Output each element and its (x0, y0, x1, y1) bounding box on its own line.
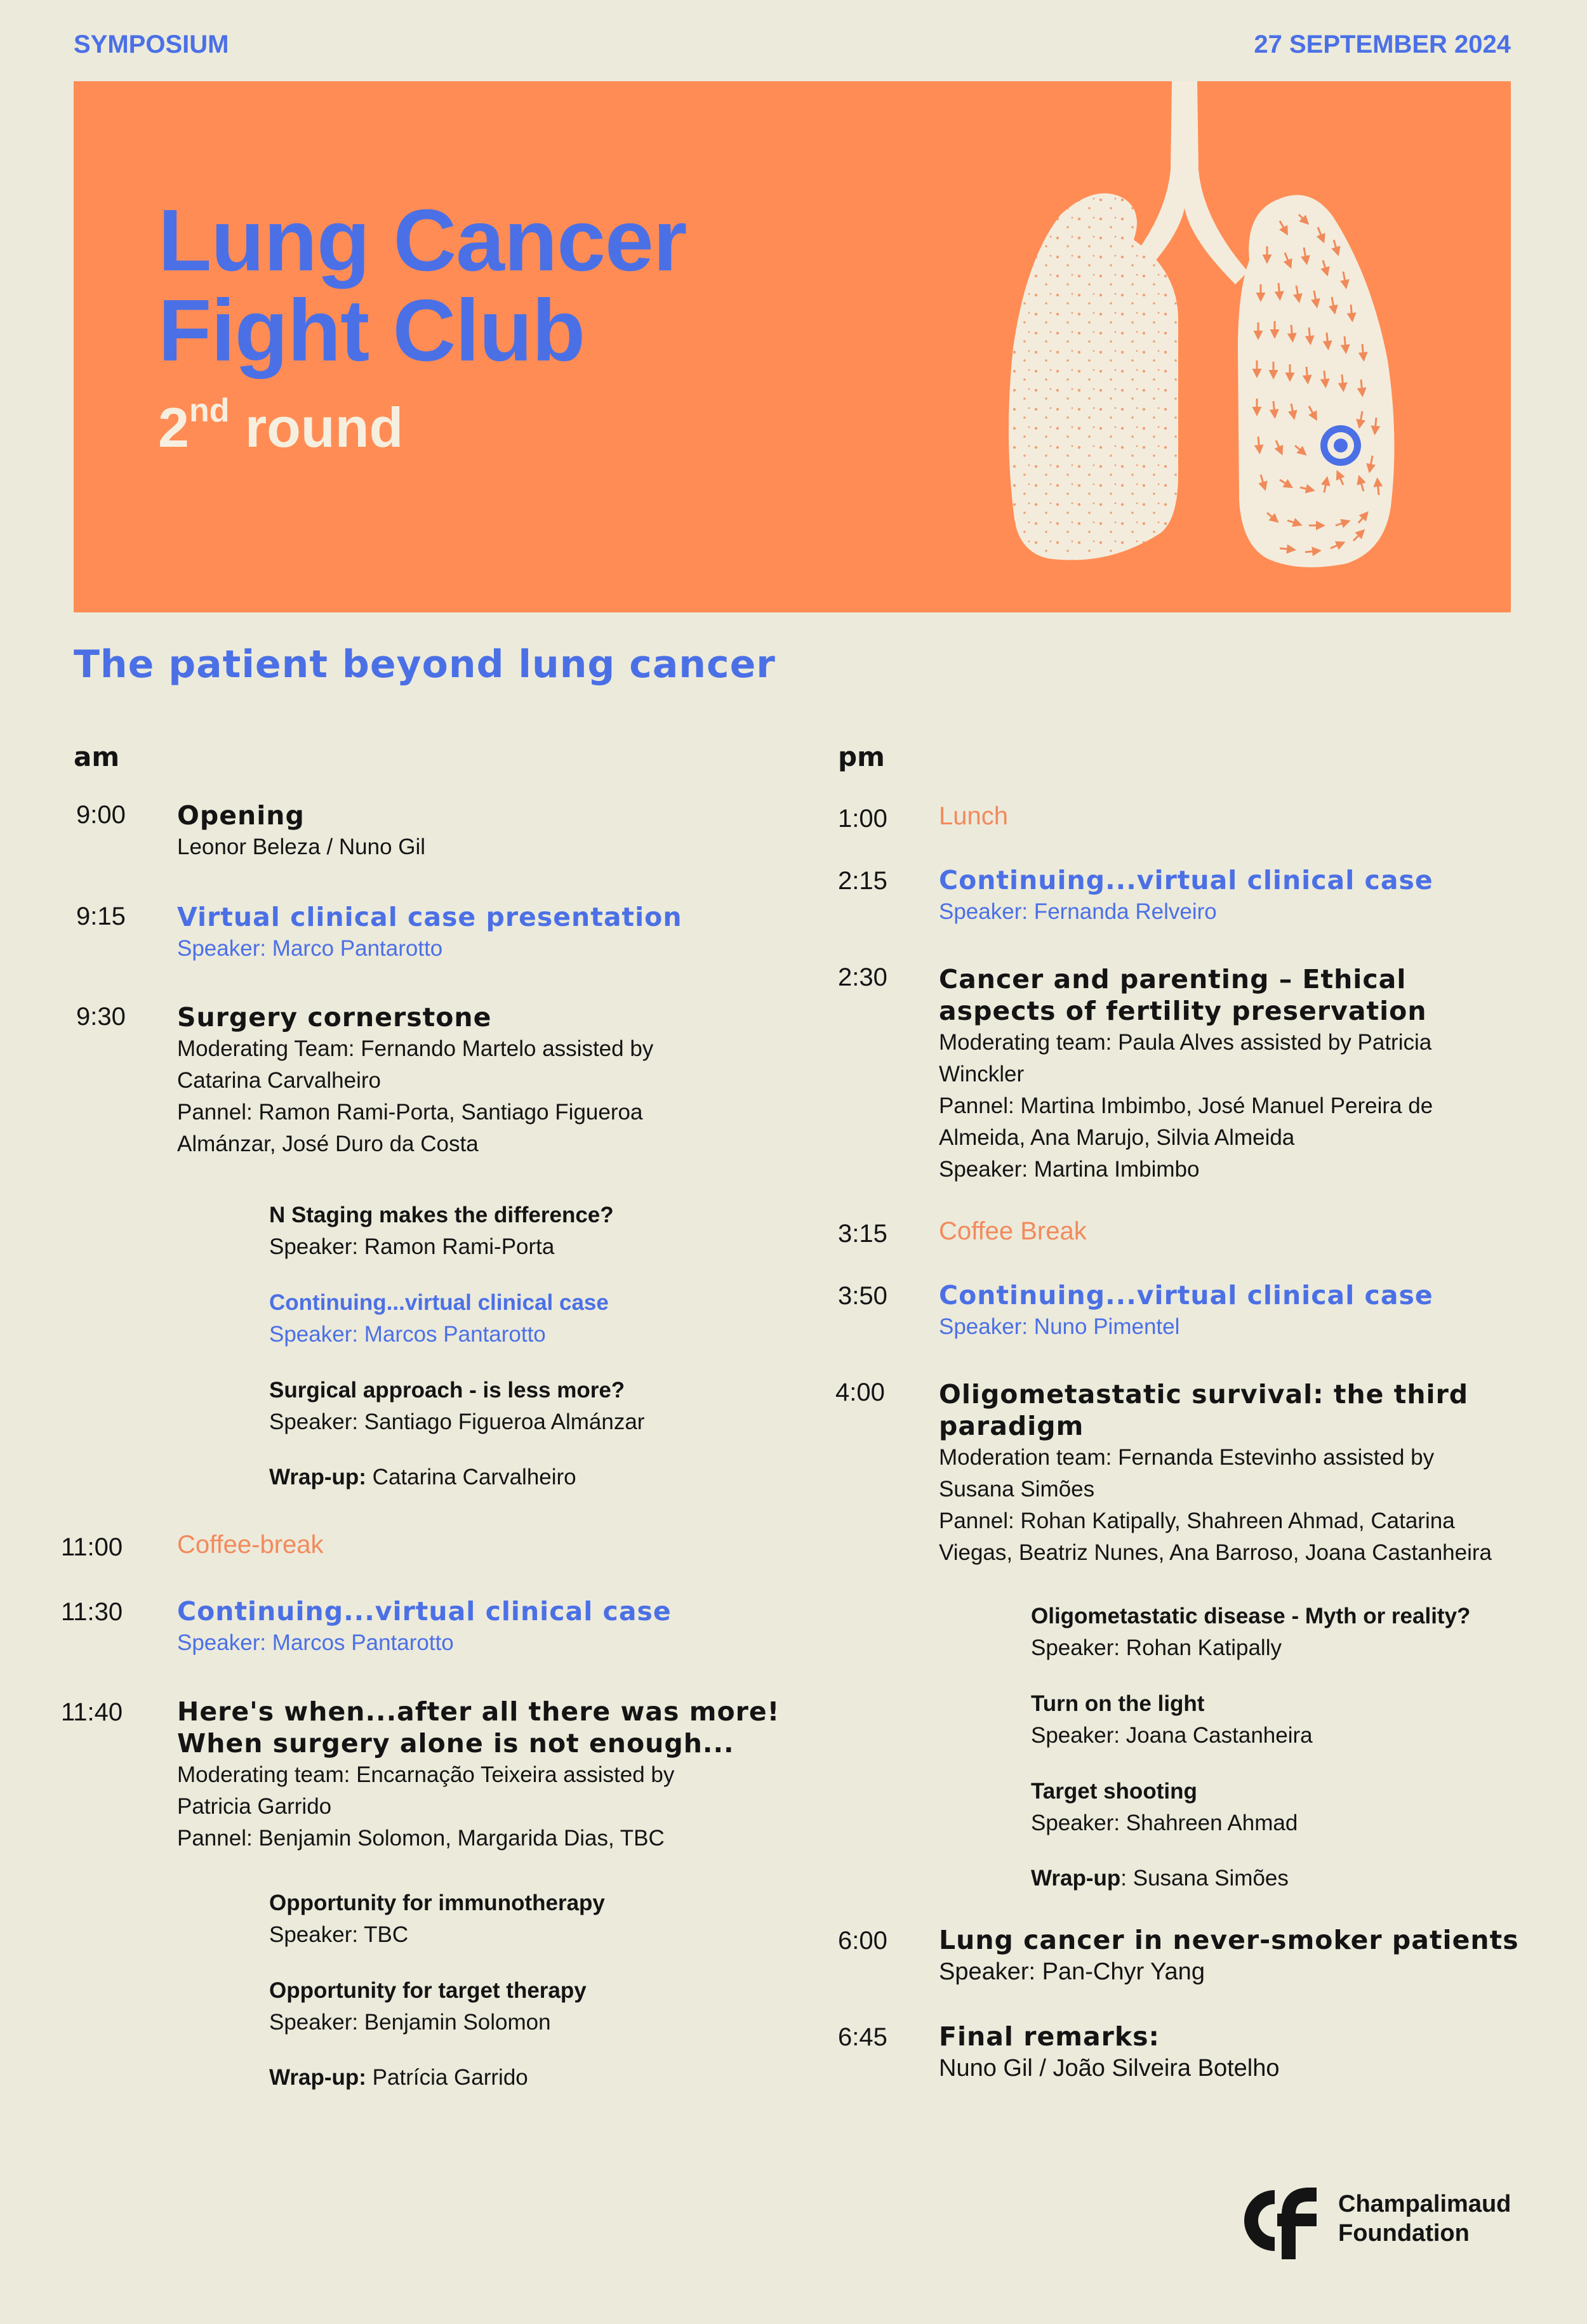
event-title-line-2: Fight Club (158, 282, 585, 380)
moderating-team-line-1: Moderating team: Paula Alves assisted by Patricia (939, 1030, 1432, 1055)
time-0915: 9:15 (76, 902, 126, 930)
session-title-line-2: When surgery alone is not enough... (177, 1728, 734, 1759)
time-1300: 1:00 (838, 805, 887, 833)
wrap-up-label: Wrap-up: (269, 1465, 366, 1489)
panel-line-1: Pannel: Ramon Rami-Porta, Santiago Figueroa (177, 1100, 643, 1125)
champalimaud-cf-icon (1238, 2183, 1320, 2259)
wrap-up-label: Wrap-up (1031, 1866, 1121, 1891)
session-surgery-cornerstone (177, 1001, 653, 1160)
subsession-target-therapy (269, 1975, 587, 2038)
session-coffee-break: Coffee-break (177, 1531, 324, 1559)
subsession-surgical-approach (269, 1375, 644, 1438)
subsession-title: Turn on the light (1031, 1691, 1205, 1716)
am-column-label: am (74, 741, 120, 772)
subsession-speaker: Speaker: Joana Castanheira (1031, 1723, 1313, 1748)
panel-line-2: Viegas, Beatriz Nunes, Ana Barroso, Joana Castanheira (939, 1540, 1492, 1565)
session-title: Continuing...virtual clinical case (177, 1596, 672, 1627)
session-continuing-virtual-case (939, 1279, 1433, 1343)
panel-line-1: Pannel: Benjamin Solomon, Margarida Dias, TBC (177, 1826, 665, 1851)
subsession-speaker: Speaker: TBC (269, 1922, 409, 1947)
subsession-speaker: Speaker: Marcos Pantarotto (269, 1322, 546, 1347)
session-final-remarks (939, 2021, 1280, 2084)
lungs-illustration (924, 81, 1496, 612)
session-oligometastatic-survival (939, 1378, 1492, 1569)
session-title-line-1: Oligometastatic survival: the third (939, 1379, 1469, 1410)
session-speakers: Leonor Beleza / Nuno Gil (177, 835, 426, 859)
subsession-title: Surgical approach - is less more? (269, 1378, 625, 1403)
right-lung-shape (1238, 195, 1394, 567)
subsession-title: Oligometastatic disease - Myth or reality? (1031, 1604, 1471, 1628)
time-0900: 9:00 (76, 801, 126, 829)
session-title: Opening (177, 800, 305, 831)
subsession-title: Target shooting (1031, 1779, 1197, 1804)
top-bar (74, 30, 1511, 69)
logo-line-2: Foundation (1338, 2220, 1470, 2247)
subsession-title: N Staging makes the difference? (269, 1203, 614, 1227)
moderating-team-line-1: Moderating Team: Fernando Martelo assisted by (177, 1036, 654, 1061)
subsession-continuing-virtual-case (269, 1287, 609, 1350)
target-icon (1320, 425, 1361, 466)
session-title: Continuing...virtual clinical case (939, 1280, 1433, 1311)
subsession-wrap-up (269, 1462, 576, 1493)
section-title: The patient beyond lung cancer (74, 642, 776, 687)
subsession-speaker: Speaker: Rohan Katipally (1031, 1635, 1282, 1660)
subsession-wrap-up (1031, 1863, 1289, 1894)
subtitle-rest: round (229, 396, 404, 459)
event-title (158, 192, 687, 380)
session-lunch: Lunch (939, 802, 1008, 830)
panel-line-2: Almánzar, José Duro da Costa (177, 1132, 479, 1156)
time-1550: 3:50 (838, 1282, 887, 1310)
subtitle-ordinal: nd (189, 392, 230, 429)
session-title-line-2: paradigm (939, 1411, 1084, 1441)
subsession-speaker: Speaker: Ramon Rami-Porta (269, 1234, 555, 1259)
session-title-line-1: Cancer and parenting – Ethical (939, 964, 1407, 994)
time-1800: 6:00 (838, 1927, 887, 1955)
time-1515: 3:15 (838, 1220, 887, 1248)
moderating-team-line-1: Moderating team: Encarnação Teixeira assisted by (177, 1762, 675, 1787)
session-speakers: Nuno Gil / João Silveira Botelho (939, 2055, 1280, 2082)
champalimaud-logo (1238, 2183, 1517, 2259)
session-title: Surgery cornerstone (177, 1002, 492, 1033)
panel-line-1: Pannel: Martina Imbimbo, José Manuel Pereira de (939, 1093, 1433, 1118)
session-title-line-2: aspects of fertility preservation (939, 996, 1427, 1026)
moderating-team-line-2: Catarina Carvalheiro (177, 1068, 381, 1093)
session-title: Lung cancer in never-smoker patients (939, 1925, 1519, 1955)
panel-line-1: Pannel: Rohan Katipally, Shahreen Ahmad, Catarina (939, 1509, 1455, 1533)
session-speaker: Speaker: Fernanda Relveiro (939, 899, 1217, 924)
session-speaker: Speaker: Martina Imbimbo (939, 1157, 1200, 1182)
subsession-target-shooting (1031, 1776, 1298, 1839)
subtitle-number: 2 (158, 396, 189, 459)
subsession-n-staging (269, 1199, 614, 1263)
hero-banner (74, 81, 1511, 612)
session-continuing-virtual-case (939, 864, 1433, 928)
session-speaker: Speaker: Marcos Pantarotto (177, 1630, 454, 1655)
logo-text (1338, 2189, 1511, 2248)
session-title-line-1: Here's when...after all there was more! (177, 1696, 780, 1727)
time-1415: 2:15 (838, 867, 887, 895)
moderation-team-line-1: Moderation team: Fernanda Estevinho assisted by (939, 1445, 1435, 1470)
session-when-surgery-is-not-enough (177, 1696, 780, 1854)
wrap-up-name: Patrícia Garrido (366, 2065, 528, 2090)
time-0930: 9:30 (76, 1003, 126, 1031)
time-1600: 4:00 (835, 1378, 885, 1406)
subsession-myth-or-reality (1031, 1601, 1470, 1664)
wrap-up-name: Catarina Carvalheiro (366, 1465, 576, 1489)
wrap-up-label: Wrap-up: (269, 2065, 366, 2090)
session-title: Continuing...virtual clinical case (939, 865, 1433, 895)
moderation-team-line-2: Susana Simões (939, 1477, 1095, 1502)
event-title-line-1: Lung Cancer (158, 192, 687, 289)
session-continuing-virtual-case (177, 1595, 672, 1659)
session-cancer-and-parenting (939, 963, 1433, 1185)
session-coffee-break: Coffee Break (939, 1217, 1087, 1245)
session-speaker: Speaker: Nuno Pimentel (939, 1314, 1180, 1339)
event-date: 27 SEPTEMBER 2024 (1254, 30, 1511, 58)
subsession-speaker: Speaker: Shahreen Ahmad (1031, 1811, 1298, 1835)
moderating-team-line-2: Winckler (939, 1062, 1025, 1086)
logo-line-1: Champalimaud (1338, 2191, 1511, 2217)
subsession-title: Opportunity for target therapy (269, 1978, 587, 2003)
time-1130: 11:30 (61, 1598, 123, 1626)
event-subtitle (158, 392, 404, 460)
event-type-label: SYMPOSIUM (74, 30, 229, 58)
wrap-up-name: : Susana Simões (1120, 1866, 1289, 1891)
session-virtual-case-presentation (177, 901, 682, 965)
time-1100: 11:00 (61, 1533, 123, 1561)
session-speaker: Speaker: Pan-Chyr Yang (939, 1958, 1205, 1985)
time-1430: 2:30 (838, 963, 887, 991)
session-title: Final remarks: (939, 2021, 1160, 2052)
subsession-immunotherapy (269, 1887, 605, 1951)
time-1845: 6:45 (838, 2023, 887, 2051)
session-opening (177, 800, 425, 863)
pm-column-label: pm (838, 741, 885, 772)
time-1140: 11:40 (61, 1698, 123, 1726)
subsession-speaker: Speaker: Benjamin Solomon (269, 2010, 551, 2035)
subsession-title: Continuing...virtual clinical case (269, 1290, 609, 1315)
subsession-wrap-up (269, 2062, 528, 2094)
subsession-turn-on-the-light (1031, 1688, 1313, 1752)
moderating-team-line-2: Patricia Garrido (177, 1794, 332, 1819)
session-never-smoker-patients (939, 1924, 1519, 1988)
session-title: Virtual clinical case presentation (177, 902, 682, 932)
panel-line-2: Almeida, Ana Marujo, Silvia Almeida (939, 1125, 1295, 1150)
subsession-speaker: Speaker: Santiago Figueroa Almánzar (269, 1410, 645, 1434)
subsession-title: Opportunity for immunotherapy (269, 1891, 605, 1915)
session-speaker: Speaker: Marco Pantarotto (177, 936, 443, 961)
